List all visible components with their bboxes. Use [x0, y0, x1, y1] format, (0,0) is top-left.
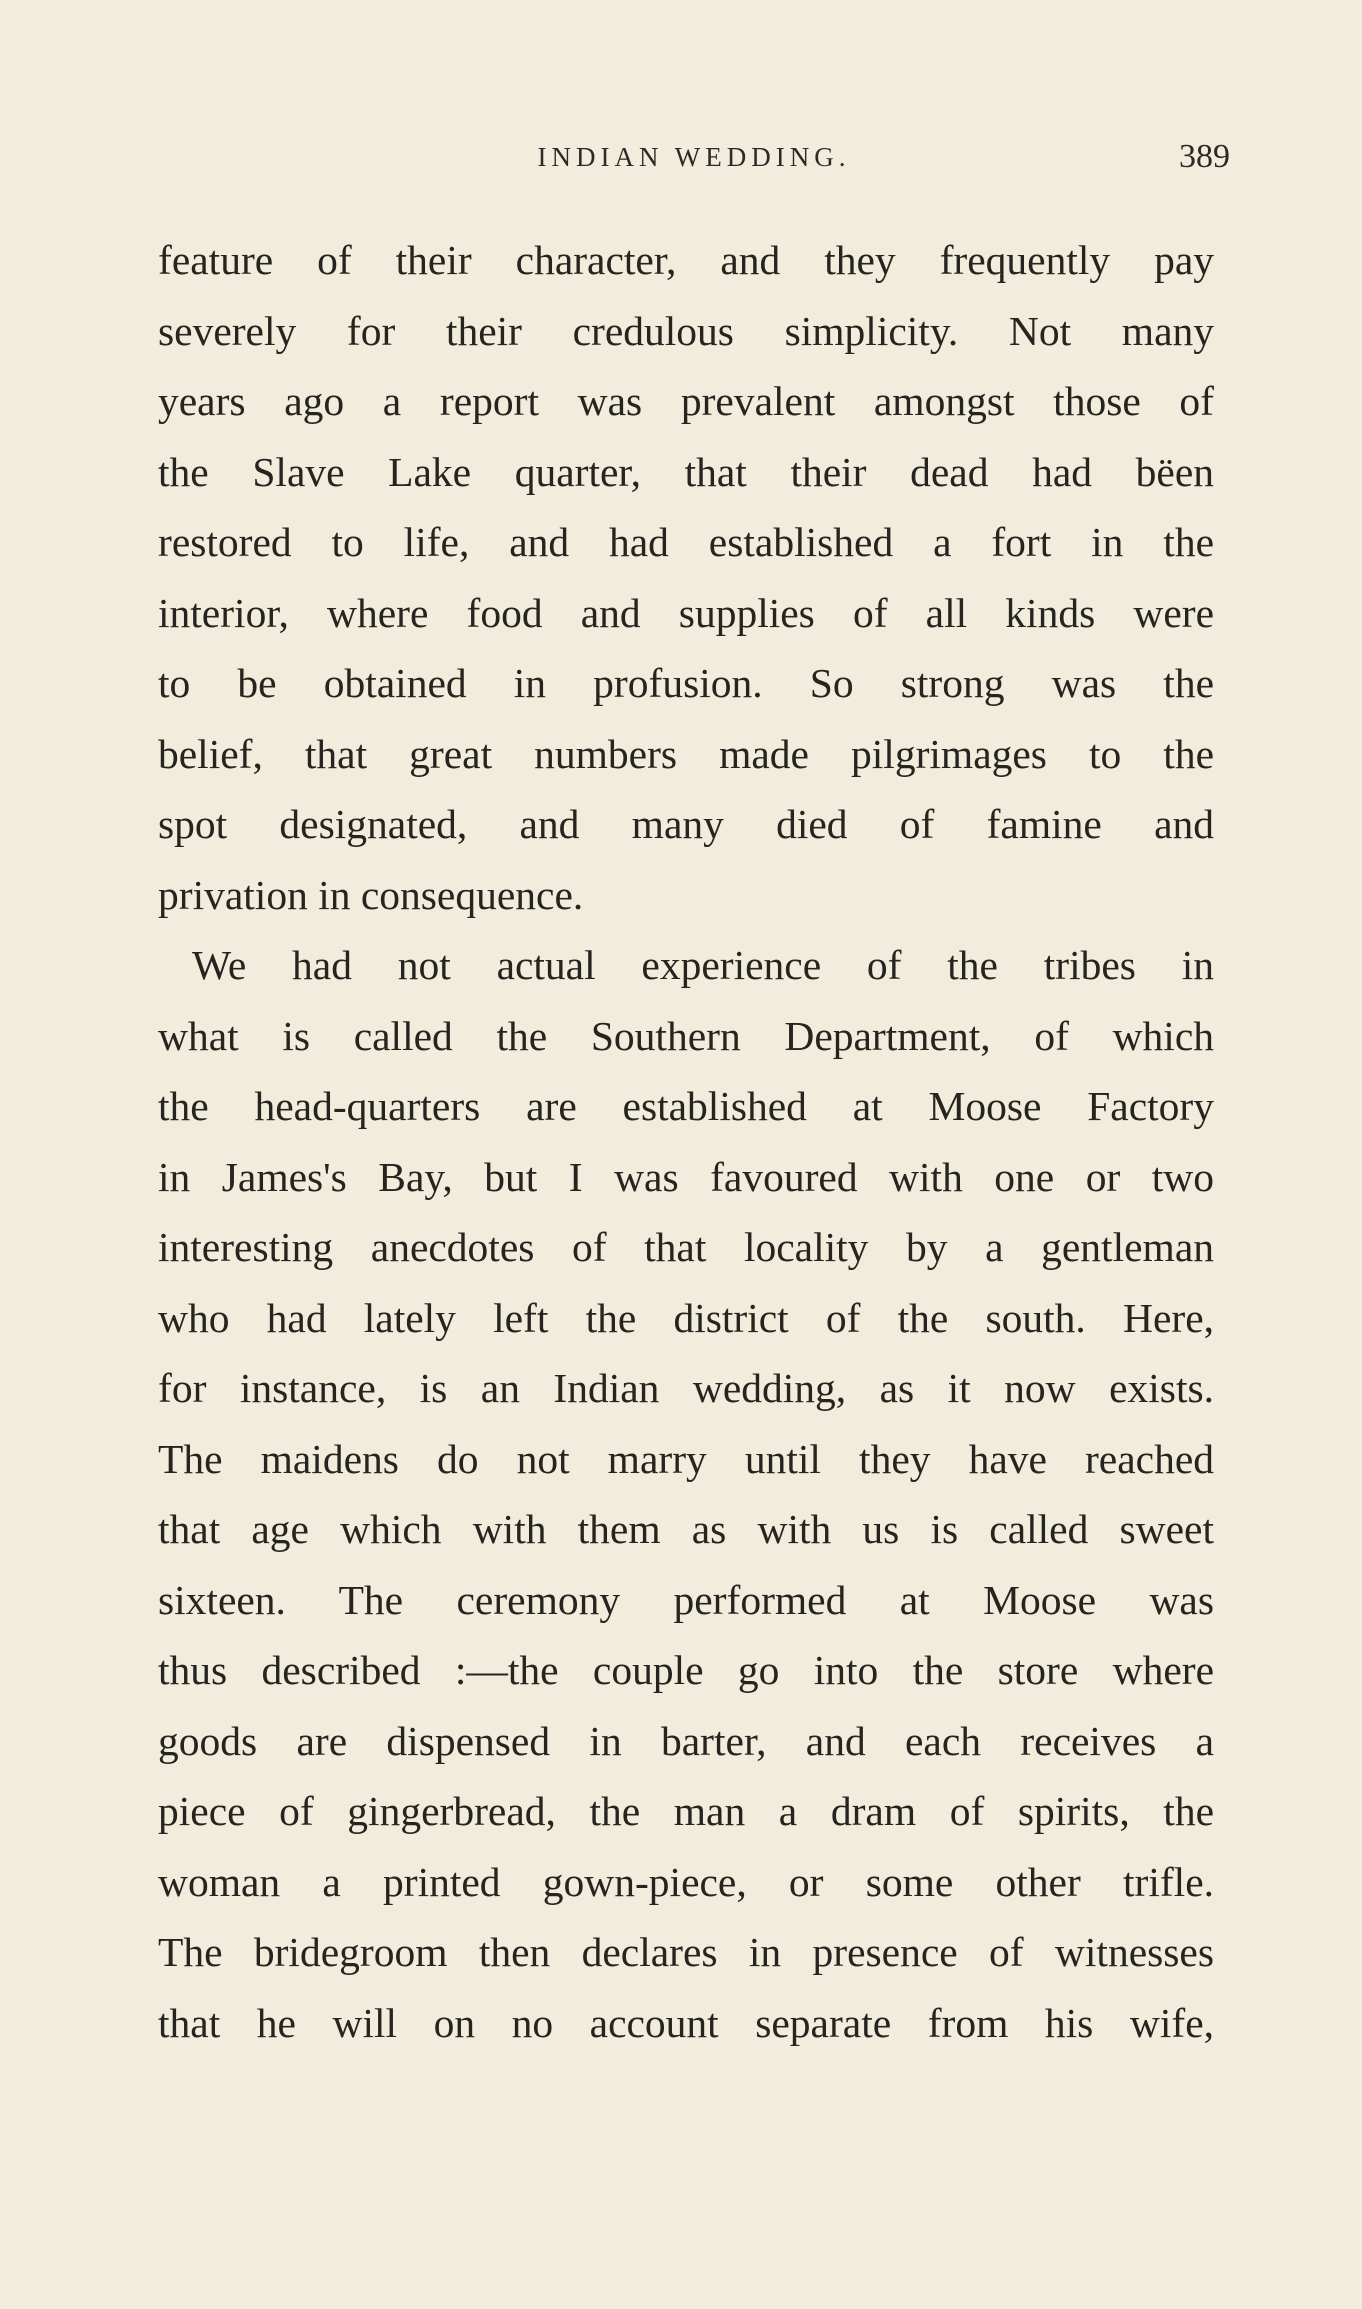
body-text [158, 225, 1214, 2058]
running-head [158, 138, 1230, 178]
text-line: The maidens do not marry until they have reached [158, 1435, 1214, 1482]
text-line: that he will on no account separate from his wife, [158, 1999, 1214, 2046]
text-line: woman a printed gown-piece, or some other trifle. [158, 1858, 1214, 1905]
text-line: feature of their character, and they frequently pay [158, 237, 1214, 283]
running-title: INDIAN WEDDING. [537, 142, 851, 172]
text-line: belief, that great numbers made pilgrimages to the [158, 730, 1214, 777]
text-line: interesting anecdotes of that locality by a gentleman [158, 1224, 1214, 1270]
text-line: spot designated, and many died of famine and [158, 801, 1214, 847]
text-line: severely for their credulous simplicity. Not many [158, 307, 1214, 354]
text-line: thus described :—the couple go into the store where [158, 1647, 1214, 1693]
text-line: sixteen. The ceremony performed at Moose was [158, 1576, 1214, 1623]
text-line: The bridegroom then declares in presence of witnesses [158, 1929, 1214, 1975]
text-line: the head-quarters are established at Moose Factory [158, 1083, 1214, 1129]
paragraph-last-line: privation in consequence. [158, 871, 584, 918]
text-line: interior, where food and supplies of all kinds were [158, 589, 1214, 636]
text-line: who had lately left the district of the south. Here, [158, 1294, 1214, 1341]
paragraph-first-line: We had not actual experience of the tribes in [192, 942, 1214, 988]
text-line: piece of gingerbread, the man a dram of spirits, the [158, 1788, 1214, 1834]
text-line: to be obtained in profusion. So strong was the [158, 660, 1214, 706]
text-line: what is called the Southern Department, of which [158, 1012, 1214, 1059]
text-line: restored to life, and had established a fort in the [158, 519, 1214, 565]
text-line: in James's Bay, but I was favoured with one or two [158, 1153, 1214, 1200]
text-line: for instance, is an Indian wedding, as it now exists. [158, 1365, 1214, 1411]
text-line: goods are dispensed in barter, and each receives a [158, 1717, 1214, 1764]
page-number: 389 [1179, 138, 1230, 175]
text-line: the Slave Lake quarter, that their dead had bëen [158, 448, 1214, 495]
text-line: years ago a report was prevalent amongst those of [158, 378, 1214, 424]
text-line: that age which with them as with us is called sweet [158, 1506, 1214, 1552]
